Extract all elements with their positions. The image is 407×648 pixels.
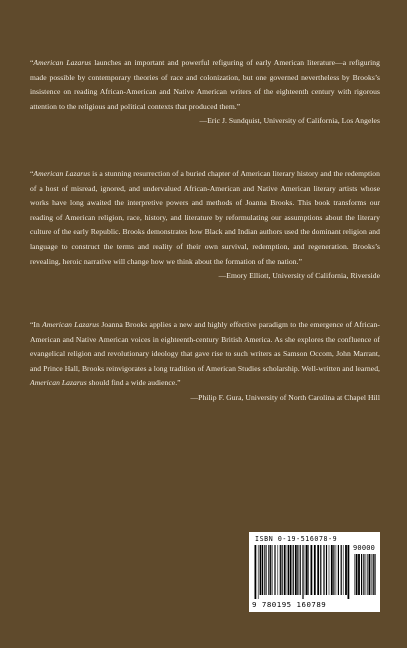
barcode-bar — [369, 554, 371, 595]
barcode-bar — [275, 545, 276, 595]
barcode-bar — [306, 545, 308, 595]
blurb-text: Joanna Brooks applies a new and highly effective paradigm to the emergence of African-American and Native American voices in eighteenth-century British America. As she explores the confluence of evangelical religion and revolutionary ideology that gave rise to such writers as Samson Occom, John Marrant, and Prince Hall, Brooks reinvigorates a long tradition of American Studies scholarship. Well-written and learned, — [30, 320, 380, 373]
blurb-text: launches an important and powerful refiguring of early American literature—a refiguring made possible by contemporary theories of race and colonization, but one governed nevertheless by Brooks’s insistence on reading African-American and Native American writers of the eighteenth century with rigorous attention to the religious and political contexts that produced them.” — [30, 58, 380, 111]
barcode-bar — [363, 554, 364, 595]
barcode-bar — [302, 545, 303, 599]
blurb-attribution: —Philip F. Gura, University of North Carolina at Chapel Hill — [190, 392, 380, 402]
barcode-bar — [287, 545, 288, 595]
blurb-open-quote: “ — [30, 169, 34, 178]
blurb-gura — [30, 318, 380, 406]
barcode-bar — [297, 545, 298, 595]
isbn-barcode — [249, 532, 380, 612]
barcode-bar — [266, 545, 267, 595]
ean-barcode-bars — [254, 545, 350, 599]
barcode-bar — [262, 545, 263, 595]
barcode-bar — [345, 545, 347, 595]
blurb-attribution: —Emory Elliott, University of California, Riverside — [218, 271, 380, 281]
blurb-text-end: should find a wide audience.” — [86, 378, 181, 388]
blurb-attribution: —Eric J. Sundquist, University of California, Los Angeles — [199, 116, 380, 126]
barcode-bar — [284, 545, 286, 595]
blurb-text-start: “In — [30, 320, 43, 329]
blurb-open-quote: “ — [30, 58, 34, 67]
barcode-bar — [374, 554, 375, 595]
barcode-bar — [356, 554, 358, 595]
barcode-bar — [311, 545, 313, 595]
barcode-bar — [268, 545, 269, 595]
barcode-bar — [358, 554, 360, 595]
barcode-bar — [264, 545, 265, 595]
barcode-bar — [282, 545, 283, 595]
barcode-bar — [255, 545, 257, 599]
blurb-elliott — [30, 167, 380, 284]
barcode-bar — [373, 554, 374, 595]
barcode-bar — [367, 554, 368, 595]
barcode-bar — [324, 545, 325, 595]
book-title: American Lazarus — [33, 58, 92, 67]
barcode-bar — [348, 545, 350, 599]
barcode-bar — [326, 545, 327, 595]
barcode-bar — [295, 545, 297, 595]
isbn-label: ISBN 0-19-516078-9 — [255, 535, 338, 543]
addon-barcode-bars — [354, 554, 376, 599]
barcode-bar — [314, 545, 316, 595]
barcode-bar — [366, 554, 367, 595]
price-addon-digits: 90000 — [353, 544, 376, 552]
book-title: American Lazarus — [33, 169, 91, 178]
barcode-bar — [336, 545, 337, 595]
barcode-bar — [290, 545, 292, 595]
blurb-sundquist — [30, 56, 380, 129]
barcode-bar — [323, 545, 324, 595]
barcode-bar — [355, 554, 356, 595]
barcode-bar — [329, 545, 330, 595]
barcode-bar — [280, 545, 281, 595]
blurb-text: is a stunning resurrection of a buried chapter of American literary history and the redemption of a host of misread, ignored, and undervalued African-American and Native American literary artists whose works have long awaited the interpretive powers and methods of Joanna Brooks. This book transforms our reading of American religion, race, history, and literature by reformulating our assumptions about the literary culture of the early Republic. Brooks demonstrates how Black and Indian authors used the dominant religion and language to construct the terms and reality of their own survival, redemption, and regeneration. Brooks’s revealing, heroic narrative will change how we think about the formation of the nation.” — [30, 169, 380, 266]
barcode-bar — [300, 545, 301, 595]
barcode-bar — [274, 545, 275, 595]
barcode-bar — [341, 545, 342, 595]
ean-digits: 9 780195 160789 — [252, 600, 327, 609]
barcode-bar — [305, 545, 306, 595]
barcode-bar — [333, 545, 334, 595]
book-title: American Lazarus — [30, 378, 87, 388]
barcode-bar — [361, 554, 362, 595]
barcode-bar — [270, 545, 271, 595]
barcode-bar — [288, 545, 289, 595]
barcode-bar — [338, 545, 339, 595]
barcode-bar — [293, 545, 294, 595]
barcode-bar — [258, 545, 259, 599]
barcode-bar — [308, 545, 309, 595]
barcode-bar — [343, 545, 344, 595]
barcode-bar — [320, 545, 321, 595]
barcode-bar — [317, 545, 319, 595]
book-title: American Lazarus — [42, 320, 100, 329]
barcode-bar — [278, 545, 279, 595]
barcode-bar — [260, 545, 262, 595]
barcode-bar — [272, 545, 273, 595]
barcode-bar — [371, 554, 372, 595]
barcode-bar — [331, 545, 333, 595]
